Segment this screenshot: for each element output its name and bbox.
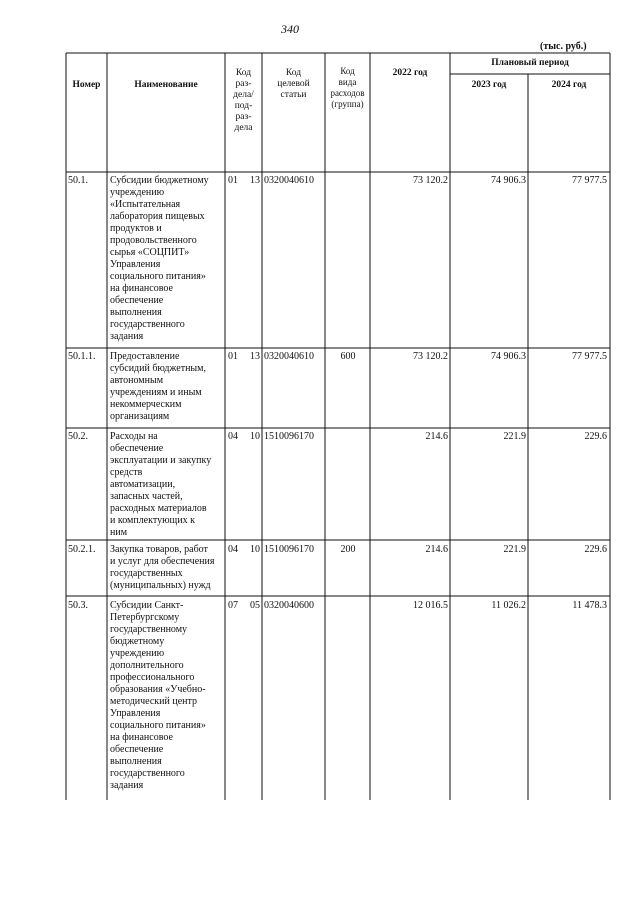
row-number: 50.1.1. xyxy=(68,351,96,362)
header-number: Номер xyxy=(72,80,101,90)
row-razdel: 04 xyxy=(228,431,238,442)
row-target-code: 0320040610 xyxy=(264,351,314,362)
row-value-2022: 214.6 xyxy=(425,544,448,555)
row-number: 50.1. xyxy=(68,175,88,186)
header-2022: 2022 год xyxy=(392,68,428,78)
row-podrazdel: 13 xyxy=(250,351,260,362)
header-planning-period: Плановый период xyxy=(491,58,569,68)
row-value-2024: 77 977.5 xyxy=(572,175,607,186)
row-razdel: 07 xyxy=(228,600,238,611)
row-podrazdel: 10 xyxy=(250,544,260,555)
row-name: Закупка товаров, работ и услуг для обеспечения государственных (муниципальных) нужд xyxy=(110,544,215,591)
row-value-2023: 221.9 xyxy=(503,431,526,442)
header-target-code: Код целевой статьи xyxy=(277,68,310,100)
row-value-2022: 73 120.2 xyxy=(413,175,448,186)
header-2023: 2023 год xyxy=(471,80,507,90)
row-podrazdel: 05 xyxy=(250,600,260,611)
row-target-code: 1510096170 xyxy=(264,544,314,555)
row-value-2024: 229.6 xyxy=(584,431,607,442)
row-value-2023: 221.9 xyxy=(503,544,526,555)
row-value-2022: 12 016.5 xyxy=(413,600,448,611)
row-target-code: 0320040610 xyxy=(264,175,314,186)
row-target-code: 0320040600 xyxy=(264,600,314,611)
header-section-code: Код раз- дела/ под- раз- дела xyxy=(233,68,254,133)
row-name: Субсидии Санкт- Петербургскому государственному бюджетному учреждению дополнительного профессионального образования «Учебно- методический центр Управления социального питания» на финансовое обеспечение выполнения государственного задания xyxy=(110,600,206,791)
row-razdel: 01 xyxy=(228,175,238,186)
row-expense-type: 200 xyxy=(340,544,356,555)
row-name: Расходы на обеспечение эксплуатации и закупку средств автоматизации, запасных частей, расходных материалов и комплектующих к ним xyxy=(110,431,212,538)
row-value-2023: 11 026.2 xyxy=(491,600,526,611)
row-target-code: 1510096170 xyxy=(264,431,314,442)
row-number: 50.2. xyxy=(68,431,88,442)
row-name: Субсидии бюджетному учреждению «Испытательная лаборатория пищевых продуктов и продовольственного сырья «СОЦПИТ» Управления социального питания» на финансовое обеспечение выполнения государственного задания xyxy=(110,175,209,342)
row-name: Предоставление субсидий бюджетным, автономным учреждениям и иным некоммерческим организациям xyxy=(110,351,206,422)
row-value-2024: 229.6 xyxy=(584,544,607,555)
row-expense-type: 600 xyxy=(340,351,356,362)
row-value-2022: 73 120.2 xyxy=(413,351,448,362)
row-value-2022: 214.6 xyxy=(425,431,448,442)
row-razdel: 04 xyxy=(228,544,238,555)
row-value-2024: 77 977.5 xyxy=(572,351,607,362)
header-expense-type: Код вида расходов (группа) xyxy=(330,66,365,109)
row-value-2024: 11 478.3 xyxy=(572,600,607,611)
page-number: 340 xyxy=(281,22,299,36)
row-number: 50.3. xyxy=(68,600,88,611)
header-2024: 2024 год xyxy=(551,80,587,90)
row-value-2023: 74 906.3 xyxy=(491,351,526,362)
row-razdel: 01 xyxy=(228,351,238,362)
units-label: (тыс. руб.) xyxy=(540,41,587,52)
row-number: 50.2.1. xyxy=(68,544,96,555)
row-value-2023: 74 906.3 xyxy=(491,175,526,186)
row-podrazdel: 10 xyxy=(250,431,260,442)
header-name: Наименование xyxy=(134,80,198,90)
row-podrazdel: 13 xyxy=(250,175,260,186)
